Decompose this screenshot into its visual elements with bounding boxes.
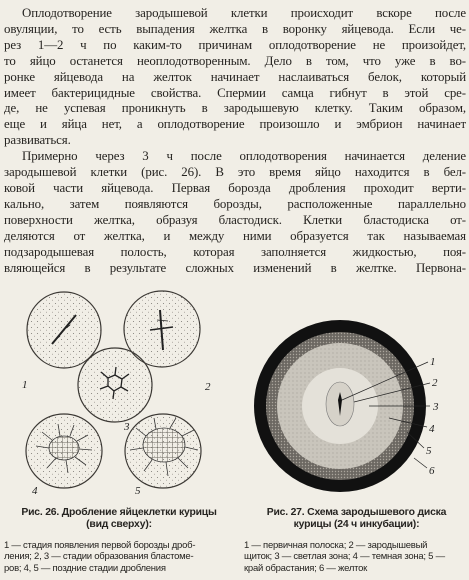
text-line: вляющейся в результате сложных изменений в желтке. Первона- <box>4 260 466 275</box>
egg-stage-1 <box>27 292 101 368</box>
fig27-label-4: 4 <box>429 423 435 435</box>
paragraph-1 <box>4 6 466 149</box>
egg-stage-5 <box>125 414 201 488</box>
text-line: поверхности желтка, образуя бластодиск. Клетки бластодиска от- <box>4 212 466 227</box>
text-line: рез 1—2 ч по каким-то причинам оплодотворение не произойдет, <box>4 37 466 52</box>
caption-line: Рис. 27. Схема зародышевого диска <box>266 507 447 518</box>
legend-line: щиток; 3 — светлая зона; 4 — темная зона; 5 — <box>244 551 445 563</box>
fig26-label-2: 2 <box>205 381 211 393</box>
egg-stage-4 <box>26 414 102 488</box>
legend-line: 1 — стадия появления первой борозды дроб- <box>4 540 196 551</box>
text-line: ковой части яйцевода. Первая борозда дробления проходит верти- <box>4 180 466 195</box>
text-line: деляются от желтка, и между ними образуется так называемая <box>4 228 466 243</box>
text-line: де, не успевая проникнуть в зародышевую клетку. Таким образом, <box>4 101 466 116</box>
text-line: то яйцо останется неоплодотворенным. Дело в том, что уже в во- <box>4 53 466 68</box>
text-line: развиваться. <box>4 133 71 148</box>
figure-26-legend <box>4 540 236 574</box>
legend-line: край обрастания; 6 — желток <box>244 562 368 574</box>
caption-line: курицы (24 ч инкубации): <box>293 519 420 531</box>
egg-stage-3 <box>78 348 152 422</box>
fig26-label-4: 4 <box>32 485 38 497</box>
figure-27-legend <box>244 540 469 574</box>
figure-26-title <box>6 507 232 532</box>
fig27-label-5: 5 <box>426 445 432 457</box>
text-line: зародышевой клетки (рис. 26). В это время яйцо находится в бел- <box>4 165 466 180</box>
fig26-label-5: 5 <box>135 485 141 497</box>
legend-line: ления; 2, 3 — стадии образования бластоме- <box>4 551 194 563</box>
figure-26-cleavage <box>0 290 232 500</box>
fig27-label-3: 3 <box>433 401 439 413</box>
text-line: ронке яйцевода на желток начинает наслаиваться белок, который <box>4 69 466 84</box>
fig26-label-3: 3 <box>124 421 130 433</box>
caption-line: (вид сверху): <box>86 519 152 531</box>
text-line: кально, затем появляются борозды, расположенные параллельно <box>4 196 466 211</box>
caption-line: Рис. 26. Дробление яйцеклетки курицы <box>21 507 217 518</box>
figure-27-title <box>244 507 469 532</box>
text-line: Оплодотворение зародышевой клетки происходит вскоре после <box>22 6 466 20</box>
legend-line: ров; 4, 5 — поздние стадии дробления <box>4 562 166 574</box>
body-text <box>4 6 466 276</box>
text-line: еще и яйца нет, а оплодотворение произошло и эмбрион начинает <box>4 117 466 132</box>
fig27-label-2: 2 <box>432 377 438 389</box>
legend-line: 1 — первичная полоска; 2 — зародышевый <box>244 540 428 551</box>
fig26-label-1: 1 <box>22 379 28 391</box>
fig27-label-1: 1 <box>430 356 436 368</box>
paragraph-2 <box>4 149 466 276</box>
text-line: подзародышевая полость, которая заполняется жидкостью, поя- <box>4 244 466 259</box>
text-line: имеет бактерицидные свойства. Спермии самца гибнут в этой сре- <box>4 85 466 100</box>
fig27-label-6: 6 <box>429 465 435 477</box>
figure-27-germinal-disc <box>244 320 469 495</box>
text-line: овуляции, то есть выпадения желтка в воронку яйцевода. Если че- <box>4 21 466 36</box>
text-line: Примерно через 3 ч после оплодотворения начинается деление <box>22 149 466 164</box>
